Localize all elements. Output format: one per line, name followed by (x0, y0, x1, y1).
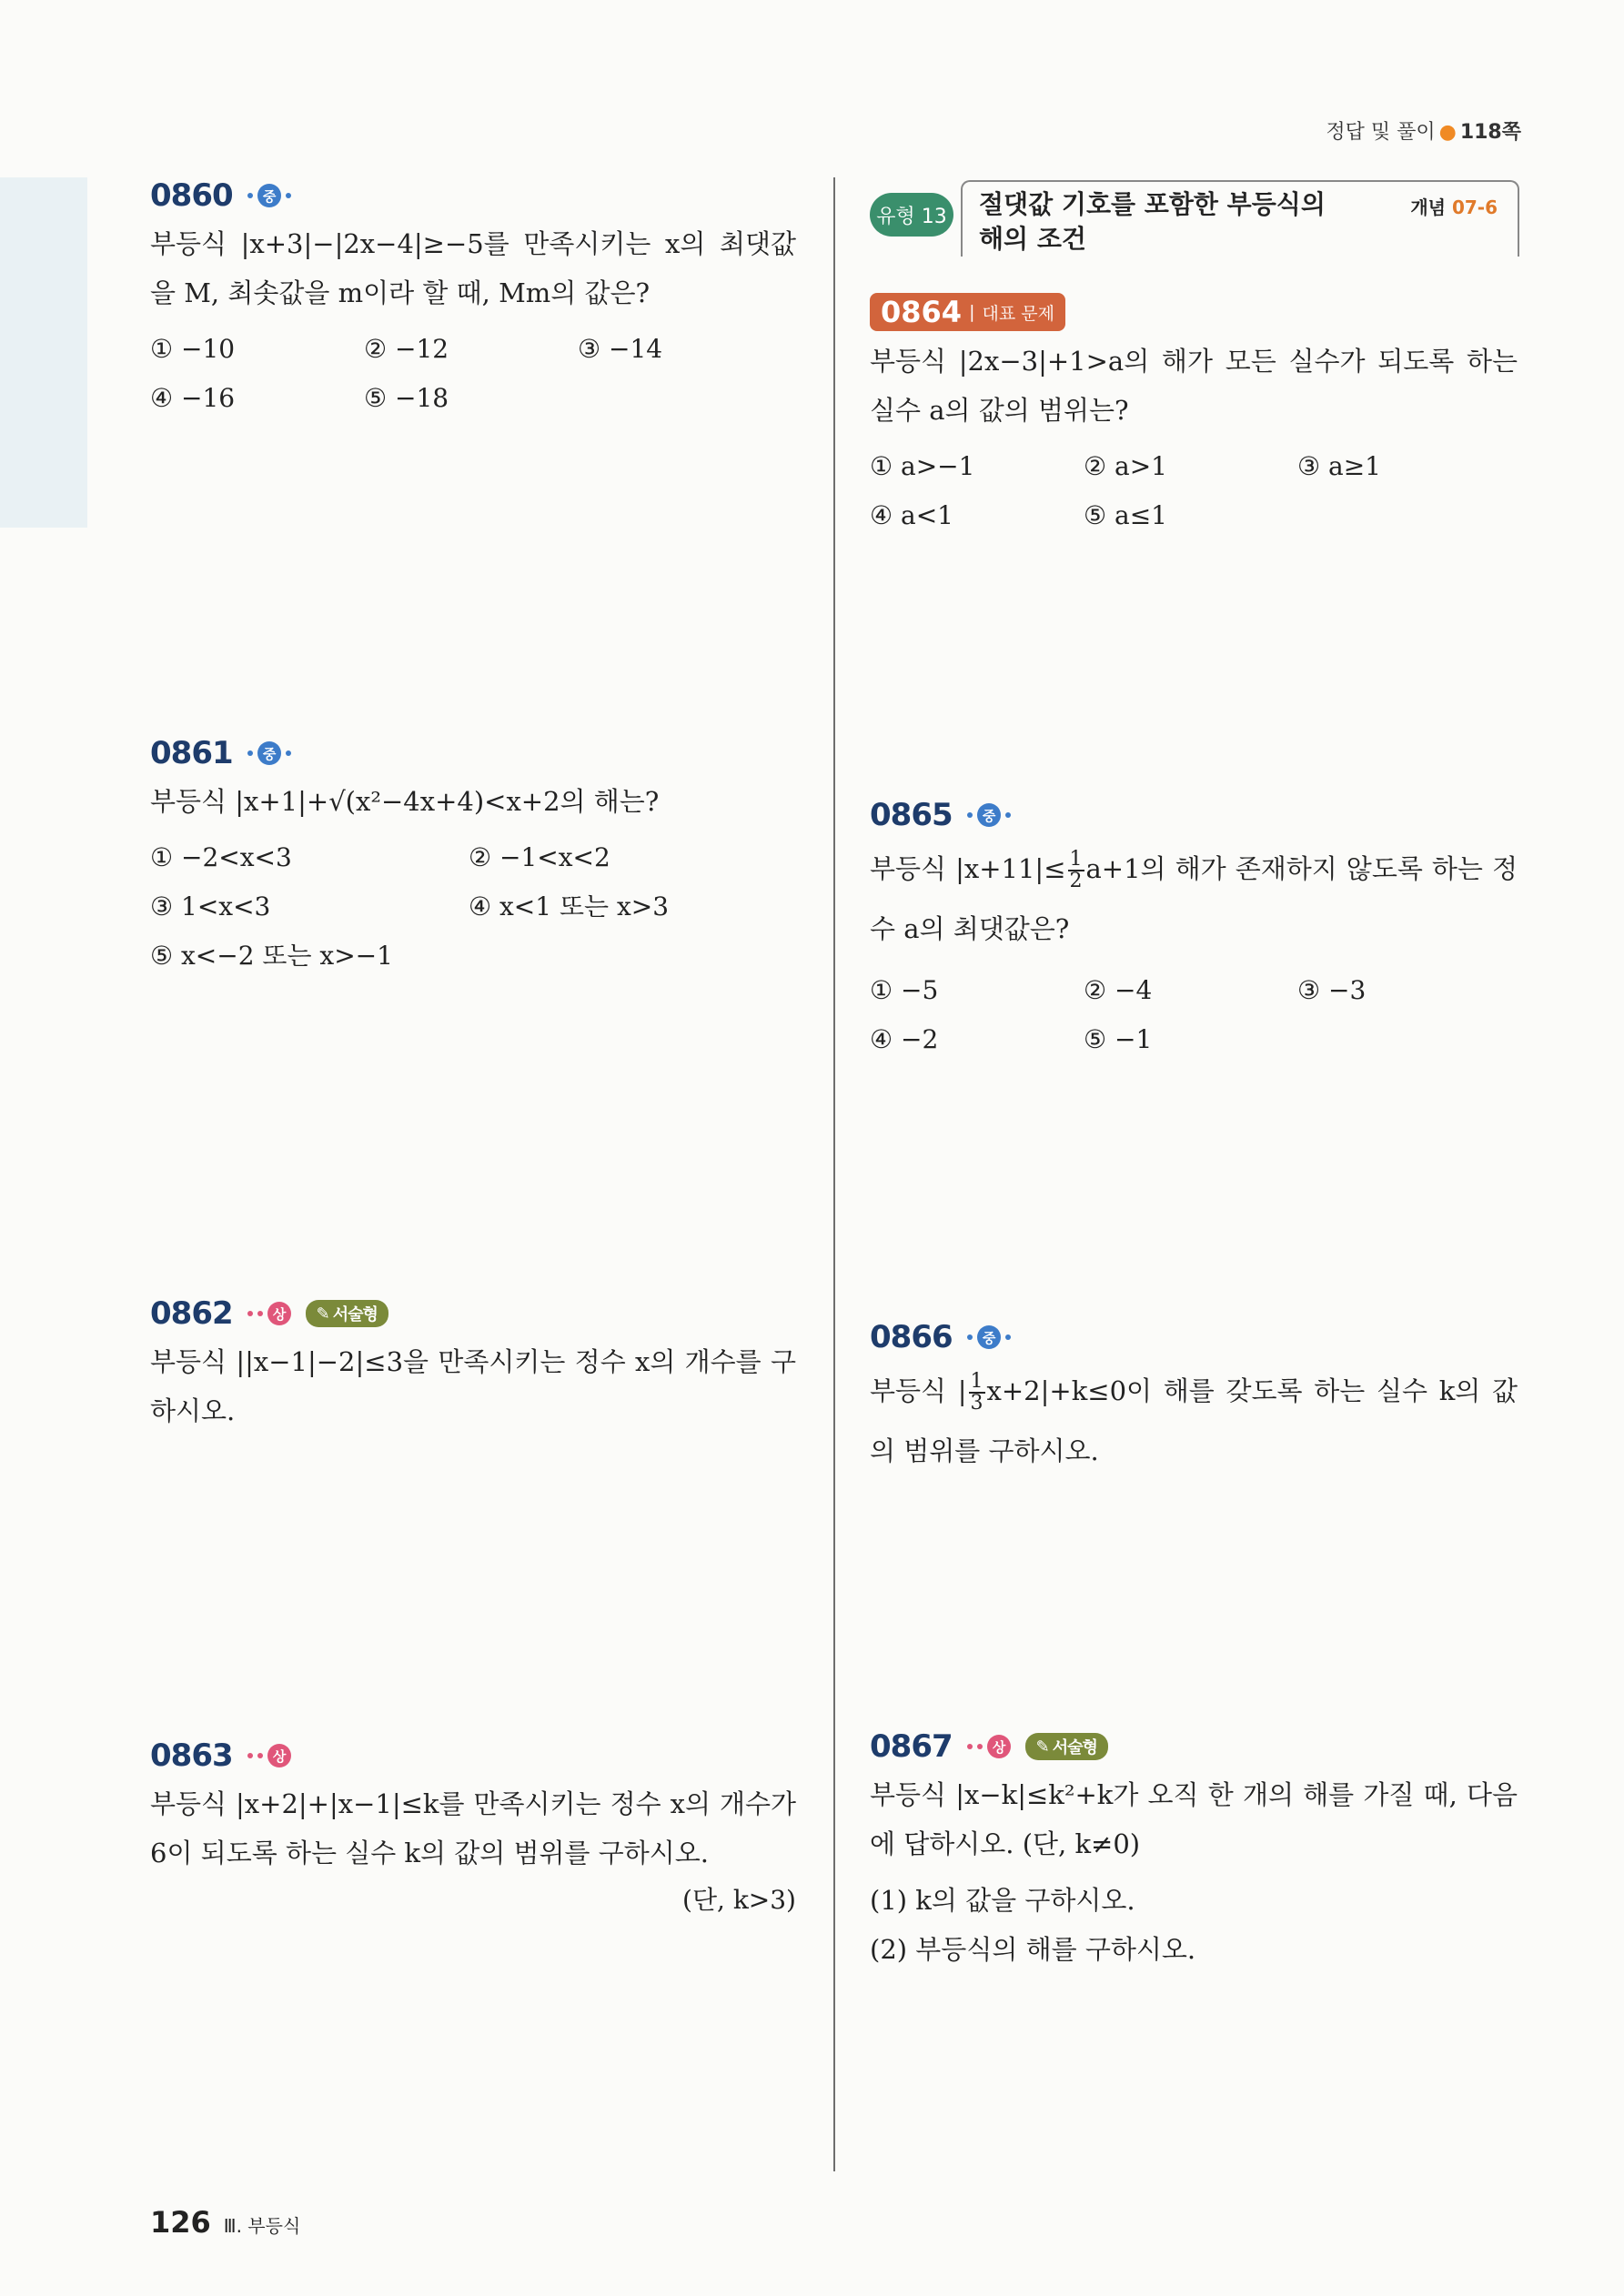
difficulty-badge (247, 741, 291, 765)
problem-stem (870, 839, 1518, 959)
problem-number (870, 1728, 1518, 1765)
problem-number-text: 0860 (150, 177, 233, 214)
problem-stem: 부등식 |x+2|+|x−1|≤k를 만족시키는 정수 x의 개수가 6이 되도록 하는 실수 k의 값의 범위를 구하시오. (150, 1788, 796, 1868)
representative-label: 대표 문제 (982, 303, 1054, 324)
option-3: ③ a≥1 (1297, 451, 1381, 481)
problem-0861 (150, 735, 796, 981)
difficulty-dot-icon (247, 1311, 253, 1316)
tag-divider: | (969, 302, 975, 322)
option-2: ② −1<x<2 (469, 842, 610, 872)
problem-0863 (150, 1737, 796, 1923)
bullet-icon: ● (1438, 121, 1457, 144)
option-3: ③ 1<x<3 (150, 891, 271, 921)
problem-number-text: 0864 (881, 295, 963, 329)
difficulty-dot-icon (257, 1753, 263, 1758)
answer-options (150, 833, 796, 981)
page-footer (150, 2205, 300, 2240)
difficulty-label: 중 (257, 184, 281, 207)
problem-number (150, 1737, 796, 1774)
difficulty-label: 중 (977, 1325, 1001, 1349)
type-title-line1: 절댓값 기호를 포함한 부등식의 (979, 189, 1326, 219)
difficulty-dot-icon (247, 193, 253, 198)
page-edge-tab (0, 177, 87, 528)
problem-0867 (870, 1728, 1518, 1974)
type-title-line2: 해의 조건 (979, 224, 1086, 254)
option-2: ② a>1 (1084, 451, 1167, 481)
problem-number-text: 0865 (870, 797, 953, 833)
difficulty-label: 상 (267, 1744, 291, 1767)
problem-0866 (870, 1319, 1518, 1481)
difficulty-label: 중 (977, 803, 1001, 827)
problem-condition: (단, k>3) (682, 1885, 796, 1915)
problem-number-text: 0861 (150, 735, 233, 771)
fraction (969, 1372, 985, 1414)
difficulty-dot-icon (1005, 812, 1011, 818)
fraction-denominator: 3 (970, 1392, 983, 1415)
option-1: ① −10 (150, 334, 236, 364)
problem-stem: 부등식 |x+3|−|2x−4|≥−5를 만족시키는 x의 최댓값을 M, 최솟값을 m이라 할 때, Mm의 값은? (150, 228, 796, 308)
fraction-numerator: 1 (1069, 848, 1083, 871)
pencil-icon: ✎ (1035, 1737, 1049, 1757)
difficulty-badge (247, 1744, 291, 1767)
problem-number-text: 0866 (870, 1319, 953, 1355)
essay-label: 서술형 (1052, 1738, 1097, 1757)
problem-stem (870, 1361, 1518, 1481)
difficulty-dot-icon (247, 750, 253, 756)
sub-question-1: (1) k의 값을 구하시오. (870, 1885, 1135, 1916)
chapter-label: Ⅲ. 부등식 (223, 2215, 301, 2237)
type-title (979, 187, 1326, 257)
difficulty-dot-icon (1005, 1334, 1011, 1340)
essay-label: 서술형 (332, 1305, 378, 1324)
difficulty-badge (247, 1302, 291, 1325)
problem-stem: 부등식 ||x−1|−2|≤3을 만족시키는 정수 x의 개수를 구하시오. (150, 1346, 796, 1426)
column-divider (833, 177, 835, 2171)
difficulty-dot-icon (286, 193, 291, 198)
stem-part-a: 부등식 |x+11|≤ (870, 853, 1066, 884)
difficulty-dot-icon (286, 750, 291, 756)
option-1: ① −5 (870, 975, 939, 1005)
problem-0860 (150, 177, 796, 423)
answer-page: 118쪽 (1459, 121, 1521, 144)
problem-number-text: 0862 (150, 1295, 233, 1332)
difficulty-label: 상 (267, 1302, 291, 1325)
problem-0865 (870, 797, 1518, 1064)
pencil-icon: ✎ (316, 1304, 329, 1324)
answer-options (150, 325, 796, 423)
fraction (1068, 850, 1084, 891)
problem-number (150, 735, 796, 771)
option-4: ④ x<1 또는 x>3 (469, 891, 670, 921)
difficulty-label: 상 (987, 1735, 1011, 1758)
problem-number-text: 0867 (870, 1728, 953, 1765)
essay-badge (1025, 1733, 1108, 1760)
difficulty-dot-icon (257, 1311, 263, 1316)
answer-label: 정답 및 풀이 (1326, 121, 1436, 144)
problem-number (150, 1295, 796, 1332)
representative-badge (870, 293, 1065, 331)
problem-number (870, 797, 1518, 833)
stem-part-b: a+1의 해가 존재하지 않도록 하는 정수 a의 최댓값은? (870, 853, 1518, 944)
difficulty-badge (967, 1325, 1011, 1349)
difficulty-badge (247, 184, 291, 207)
concept-ref: 07-6 (1451, 196, 1498, 218)
option-5: ⑤ −1 (1084, 1024, 1153, 1054)
sub-question-2: (2) 부등식의 해를 구하시오. (870, 1934, 1196, 1965)
option-1: ① a>−1 (870, 451, 975, 481)
type-13-header (870, 180, 1518, 257)
type-badge: 유형 13 (870, 193, 953, 237)
fraction-numerator: 1 (970, 1370, 983, 1393)
difficulty-dot-icon (967, 1744, 973, 1749)
problem-number (870, 1319, 1518, 1355)
option-1: ① −2<x<3 (150, 842, 292, 872)
difficulty-label: 중 (257, 741, 281, 765)
fraction-denominator: 2 (1069, 870, 1083, 892)
answer-options (870, 966, 1518, 1064)
page-number: 126 (150, 2205, 211, 2240)
option-4: ④ −2 (870, 1024, 939, 1054)
option-5: ⑤ −18 (364, 383, 449, 413)
option-2: ② −12 (364, 334, 449, 364)
problem-stem: 부등식 |2x−3|+1>a의 해가 모든 실수가 되도록 하는 실수 a의 값의 범위는? (870, 346, 1518, 426)
option-5: ⑤ a≤1 (1084, 500, 1167, 530)
option-3: ③ −14 (578, 334, 663, 364)
difficulty-badge (967, 803, 1011, 827)
answer-reference (1326, 116, 1521, 145)
option-4: ④ −16 (150, 383, 236, 413)
concept-reference (1410, 193, 1498, 219)
problem-number-text: 0863 (150, 1737, 233, 1774)
difficulty-badge (967, 1735, 1011, 1758)
problem-stem: 부등식 |x−k|≤k²+k가 오직 한 개의 해를 가질 때, 다음에 답하시오. (단, k≠0) (870, 1779, 1518, 1859)
problem-0862 (150, 1295, 796, 1435)
problem-0864 (870, 293, 1518, 540)
difficulty-dot-icon (967, 1334, 973, 1340)
problem-number (150, 177, 796, 214)
option-2: ② −4 (1084, 975, 1153, 1005)
difficulty-dot-icon (977, 1744, 983, 1749)
concept-label: 개념 (1410, 196, 1446, 218)
option-4: ④ a<1 (870, 500, 953, 530)
stem-part-b: x+2|+k≤0이 해를 갖도록 하는 실수 k의 값의 범위를 구하시오. (870, 1375, 1518, 1466)
option-3: ③ −3 (1297, 975, 1367, 1005)
stem-part-a: 부등식 | (870, 1375, 967, 1406)
essay-badge (306, 1300, 388, 1327)
difficulty-dot-icon (247, 1753, 253, 1758)
difficulty-dot-icon (967, 812, 973, 818)
option-5: ⑤ x<−2 또는 x>−1 (150, 941, 393, 971)
problem-stem: 부등식 |x+1|+√(x²−4x+4)<x+2의 해는? (150, 786, 660, 817)
answer-options (870, 442, 1518, 540)
